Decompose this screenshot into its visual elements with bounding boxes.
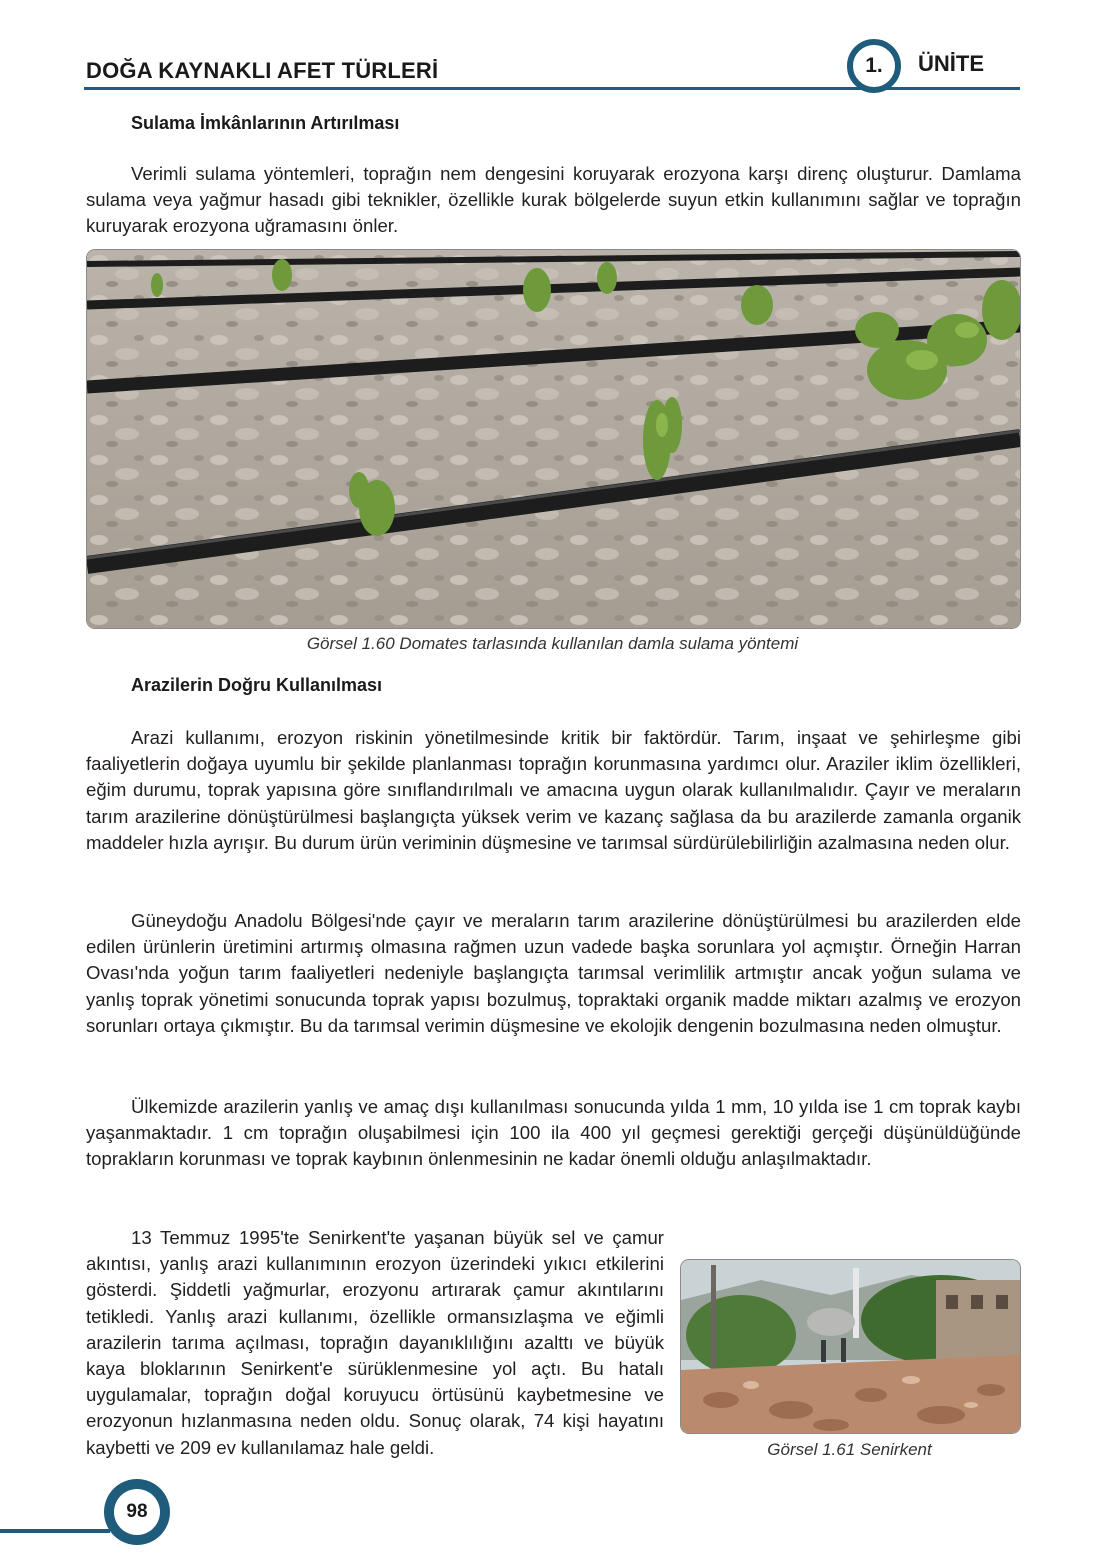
- chapter-title: DOĞA KAYNAKLI AFET TÜRLERİ: [86, 58, 439, 83]
- paragraph-land-use-2: Güneydoğu Anadolu Bölgesi'nde çayır ve meraların tarım arazilerine dönüştürülmesi bu arazilerden elde edilen ürünlerin üretimini artırmış olmasına rağmen uzun vadede başka sorunlara yol açmıştır. Örneğin Harran Ovası'nda yoğun tarım faaliyetleri nedeniyle başlangıçta tarımsal verimlilik artmıştır ancak yoğun sulama ve yanlış toprak yönetimi sonucunda toprak yapısı bozulmuş, topraktaki organik madde miktarı azalmış ve erozyon sorunları ortaya çıkmıştır. Bu da tarımsal verimin düşmesine ve ekolojik dengenin bozulmasına neden olmuştur.: [86, 910, 1021, 1036]
- figure-caption-drip: Görsel 1.60 Domates tarlasında kullanılan damla sulama yöntemi: [306, 634, 799, 653]
- paragraph-irrigation: Verimli sulama yöntemleri, toprağın nem dengesini koruyarak erozyona karşı direnç oluşturur. Damlama sulama veya yağmur hasadı gibi teknikler, özellikle kurak bölgelerde suyun etkin kullanımını sağlar ve toprağın kuruyarak erozyona uğramasını önler.: [86, 163, 1021, 237]
- paragraph-senirkent: 13 Temmuz 1995'te Senirkent'te yaşanan büyük sel ve çamur akıntısı, yanlış arazi kullanımının erozyon üzerindeki yıkıcı etkilerini gösterdi. Şiddetli yağmurlar, erozyonu artırarak çamur akıntılarını tetikledi. Yanlış arazi kullanımı, özellikle ormansızlaşma ve eğimli arazilerin tarıma açılması, toprağın dayanıklılığını azalttı ve büyük kaya bloklarının Senirkent'e sürüklenmesine yol açtı. Bu hatalı uygulamalar, toprağın doğal koruyucu örtüsünü kaybetmesine ve erozyonun hızlanmasına neden oldu. Sonuç olarak, 74 kişi hayatını kaybetti ve 209 ev kullanılamaz hale geldi.: [86, 1227, 664, 1458]
- unit-number-badge: 1.: [847, 39, 901, 93]
- section-title-irrigation: Sulama İmkânlarının Artırılması: [131, 113, 400, 133]
- senirkent-photo: [680, 1259, 1021, 1434]
- page-number: 98: [114, 1489, 160, 1535]
- drip-irrigation-photo: [86, 249, 1021, 629]
- unit-label: ÜNİTE: [918, 51, 984, 76]
- paragraph-land-use-1: Arazi kullanımı, erozyon riskinin yönetilmesinde kritik bir faktördür. Tarım, inşaat ve şehirleşme gibi faaliyetlerin doğaya uyumlu bir şekilde planlanması toprağın korunmasına yardımcı olur. Araziler iklim özellikleri, eğim durumu, toprak yapısına göre sınıflandırılmalı ve amacına uygun olarak kullanılmalıdır. Çayır ve meraların tarım arazilerine dönüştürülmesi başlangıçta yüksek verim ve kazanç sağlasa da bu arazilerde zamanla organik maddeler hızla ayrışır. Bu durum ürün veriminin düşmesine ve tarımsal sürdürülebilirliğin azalmasına neden olur.: [86, 727, 1021, 853]
- paragraph-land-use-3: Ülkemizde arazilerin yanlış ve amaç dışı kullanılması sonucunda yılda 1 mm, 10 yılda ise 1 cm toprak kaybı yaşanmaktadır. 1 cm toprağın oluşabilmesi için 100 ila 400 yıl geçmesi gerektiği gerçeği düşünüldüğünde toprakların korunması ve toprak kaybının önlenmesinin ne kadar önemli olduğu anlaşılmaktadır.: [86, 1096, 1021, 1170]
- section-title-land-use: Arazilerin Doğru Kullanılması: [131, 675, 383, 695]
- page-number-badge: [104, 1479, 170, 1545]
- drip-irrigation-illustration: [87, 250, 1020, 628]
- header-divider: [84, 87, 1020, 90]
- footer-divider: [0, 1529, 110, 1533]
- figure-caption-senirkent: Görsel 1.61 Senirkent: [767, 1440, 932, 1459]
- senirkent-illustration: [681, 1260, 1020, 1433]
